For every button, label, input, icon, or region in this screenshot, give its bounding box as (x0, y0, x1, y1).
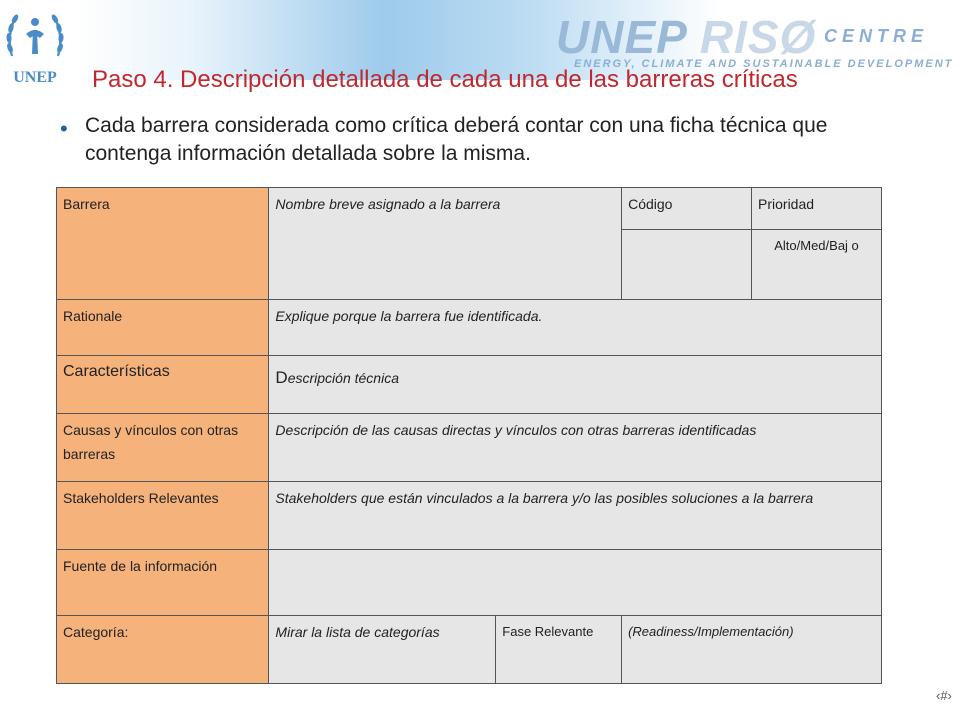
label-barrera: Barrera (57, 188, 269, 300)
label-causas: Causas y vínculos con otras barreras (57, 414, 269, 482)
brand-wordmark (556, 11, 817, 63)
label-caracteristicas: Características (57, 356, 269, 414)
unep-logo (4, 4, 66, 94)
brand-subtitle: ENERGY, CLIMATE AND SUSTAINABLE DEVELOPMENT (574, 58, 954, 70)
value-rationale: Explique porque la barrera fue identificada. (269, 300, 882, 356)
table-row (57, 300, 882, 356)
table-row (57, 482, 882, 550)
label-fuente: Fuente de la información (57, 550, 269, 616)
label-rationale: Rationale (57, 300, 269, 356)
value-caracteristicas-initial: D (275, 368, 288, 387)
value-fuente (269, 550, 882, 616)
value-stakeholders: Stakeholders que están vinculados a la barrera y/o las posibles soluciones a la barrera (269, 482, 882, 550)
brand-riso: RISØ (699, 11, 817, 63)
slide-title: Paso 4. Descripción detallada de cada una de las barreras críticas (92, 66, 798, 93)
label-categoria: Categoría: (57, 616, 269, 684)
value-causas: Descripción de las causas directas y vínculos con otras barreras identificadas (269, 414, 882, 482)
barrier-sheet-table (56, 187, 882, 684)
header-prioridad: Prioridad (752, 188, 882, 230)
priority-value: Alto/Med/Baj o (774, 238, 859, 253)
label-fase-relevante: Fase Relevante (496, 616, 622, 684)
label-stakeholders: Stakeholders Relevantes (57, 482, 269, 550)
value-codigo (622, 230, 752, 300)
value-prioridad (752, 230, 882, 300)
unep-emblem-icon (4, 4, 66, 94)
bullet-dot: • (60, 116, 68, 141)
value-caracteristicas-rest: escripción técnica (287, 370, 399, 386)
slide-number: ‹#› (936, 688, 952, 703)
brand-centre: CENTRE (824, 26, 929, 46)
unep-logo-text: UNEP (13, 69, 57, 86)
bullet-text: Cada barrera considerada como crítica deberá contar con una ficha técnica que contenga información detallada sobre la misma. (85, 114, 828, 165)
table-row (57, 414, 882, 482)
brand-unep: UNEP (556, 11, 688, 63)
table-row (57, 356, 882, 414)
table-row (57, 550, 882, 616)
table-row (57, 188, 882, 230)
table-row (57, 616, 882, 684)
value-categoria: Mirar la lista de categorías (269, 616, 496, 684)
unep-riso-brand (556, 11, 956, 74)
value-caracteristicas (269, 356, 882, 414)
value-fase-relevante: (Readiness/Implementación) (622, 616, 882, 684)
header-codigo: Código (622, 188, 752, 230)
value-barrera: Nombre breve asignado a la barrera (269, 188, 622, 300)
